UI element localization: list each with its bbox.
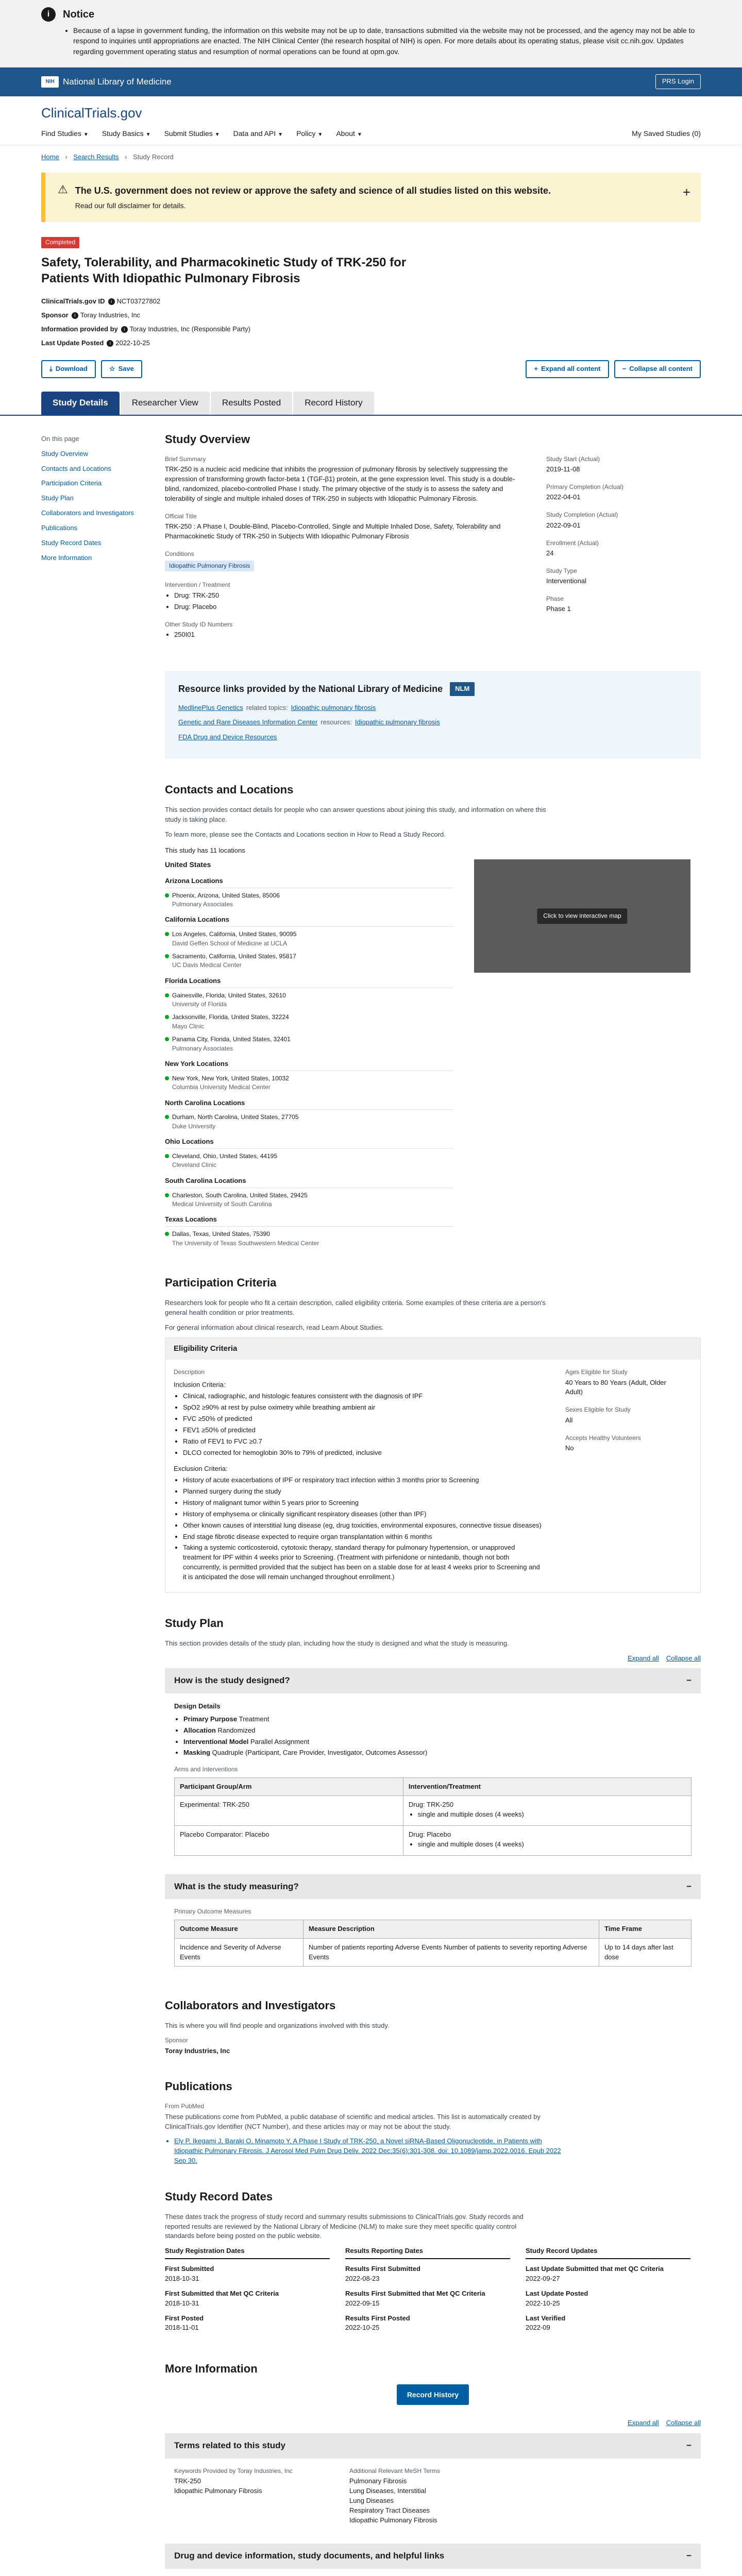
facility-name: Mayo Clinic [172, 1022, 205, 1030]
inclusion-item: • Clinical, radiographic, and histologic features consistent with the diagnosis of IPF [183, 1392, 545, 1401]
location-address [165, 1113, 453, 1122]
mesh-term: Lung Diseases [349, 2496, 394, 2504]
minus-icon: − [622, 365, 627, 373]
chevron-right-icon: › [125, 153, 127, 161]
chevron-down-icon: ▼ [278, 131, 283, 138]
keyword: TRK-250 [174, 2477, 201, 2485]
expand-all-link[interactable]: Expand all [628, 2419, 659, 2427]
nav-data-api[interactable]: Data and API ▼ [233, 129, 283, 138]
location-count: This study has 11 locations [165, 846, 245, 854]
design-accordion-header[interactable]: How is the study designed? − [165, 1668, 701, 1693]
nlm-resources-box: Resource links provided by the National Library of Medicine NLM MedlinePlus Genetics related topics: Idiopathic pulmonary fibrosis Genetic and Rare Diseases Information Center resources: Idiopathic pulmonary fibrosis FDA Drug and Device Resources [165, 671, 701, 759]
location-item [165, 1035, 453, 1053]
study-overview-section: Study Overview Brief Summary TRK-250 is a nucleic acid medicine that inhibits the progression of pulmonary fibrosis by selectively suppressing the expression of transforming growth factor-beta 1 (TGF-β1) protein, at the gene expression level. This study is a double-blind, randomized, placebo-controlled Phase I study. The primary objective of the study is to assess the safety and tolerability of single and multiple inhaled doses of TRK-250 in subjects with Idiopathic Pulmonary Fibrosis. Official Title TRK-250 : A Phase I, Double-Blind, Placebo-Controlled, Single and Multiple Inhaled Dose, Safety, Tolerability and Pharmacokinetic Study of TRK-250 in Subjects With Idiopathic Pulmonary Fibrosis Conditions Idiopathic Pulmonary Fibrosis Intervention / Treatment • Drug: TRK-250 • Drug: Placebo Other Study ID Numbers • 250I01 Study Start (Actual) 2019-11-08 Primary Completion (Actual) 2022-04-01 Study Completion (Actual) 2022-09-01 Enrollment (Actual) 24 Study Type Interventional Phase Phase 1 [165, 431, 701, 648]
overview-facts: Study Start (Actual) 2019-11-08 Primary Completion (Actual) 2022-04-01 Study Completion (Actual) 2022-09-01 Enrollment (Actual) 24 Study Type Interventional Phase Phase 1 [546, 455, 660, 648]
disclaimer-warning [41, 173, 701, 222]
location-address [165, 952, 453, 961]
status-dot-icon [165, 1154, 169, 1158]
site-title[interactable]: ClinicalTrials.gov [41, 105, 142, 121]
study-header [41, 236, 701, 378]
location-city: Charleston, South Carolina, United States, 29425 [172, 1191, 308, 1199]
facility-name: Columbia University Medical Center [172, 1083, 271, 1091]
location-city: Dallas, Texas, United States, 75390 [172, 1230, 270, 1238]
intervention-name: Drug: TRK-250 [408, 1801, 454, 1809]
chevron-down-icon: ▼ [145, 131, 151, 138]
location-item [165, 991, 453, 1009]
location-city: Gainesville, Florida, United States, 32610 [172, 991, 286, 999]
arms-table: Participant Group/Arm Intervention/Treatment Experimental: TRK-250 Drug: TRK-250 • single and multiple doses (4 weeks) Placebo Comparator: Placebo Drug: Placebo • single and multiple doses (4 weeks) [174, 1777, 692, 1856]
record-date: First Submitted 2018-10-31 [165, 2265, 214, 2282]
chevron-down-icon: ▼ [214, 131, 220, 138]
drug-info-accordion-header[interactable]: Drug and device information, study documents, and helpful links − [165, 2544, 701, 2569]
record-date: Last Update Submitted that met QC Criteria 2022-09-27 [526, 2265, 664, 2282]
mesh-term: Respiratory Tract Diseases [349, 2506, 430, 2514]
tab-researcher-view[interactable]: Researcher View [121, 392, 210, 415]
status-dot-icon [165, 993, 169, 997]
main-nav [41, 128, 701, 145]
more-info-section [165, 2361, 701, 2576]
official-title: TRK-250 : A Phase I, Double-Blind, Placebo-Controlled, Single and Multiple Inhaled Dose, Safety, Tolerability and Pharmacokinetic Study of TRK-250 in Subjects With Idiopathic Pulmonary Fibrosis [165, 522, 501, 540]
location-address [165, 1013, 453, 1022]
download-button[interactable]: ⤓ Download [41, 360, 96, 378]
eligibility-value: No [565, 1444, 574, 1452]
tab-results-posted[interactable]: Results Posted [211, 392, 292, 415]
info-icon: i [107, 340, 113, 347]
location-address [165, 891, 453, 900]
section-title: Publications [165, 2080, 232, 2093]
state-heading: California Locations [165, 915, 453, 927]
tab-record-history[interactable]: Record History [293, 392, 374, 415]
record-date: First Posted 2018-11-01 [165, 2314, 204, 2332]
resource-topic-link[interactable]: Idiopathic pulmonary fibrosis [355, 718, 440, 726]
record-dates-column [165, 2246, 330, 2338]
resource-topic-link[interactable]: Idiopathic pulmonary fibrosis [291, 703, 376, 711]
table-row [175, 1826, 692, 1856]
fact-value: Interventional [546, 577, 587, 585]
location-item [165, 1013, 453, 1031]
toc-study-plan[interactable]: Study Plan [41, 494, 74, 502]
record-date: Results First Submitted that Met QC Criteria 2022-09-15 [345, 2289, 485, 2307]
nlm-logo-icon: NIH [41, 76, 59, 88]
location-item [165, 1191, 453, 1209]
notice-banner [0, 0, 742, 67]
record-date: Last Verified 2022-09 [526, 2314, 566, 2332]
country-heading: United States [165, 860, 211, 869]
inclusion-item: • SpO2 ≥90% at rest by pulse oximetry while breathing ambient air [183, 1403, 545, 1413]
collapse-all-link[interactable]: Collapse all [666, 2419, 701, 2427]
status-dot-icon [165, 1076, 169, 1080]
info-icon: i [72, 312, 78, 319]
location-address [165, 930, 453, 939]
minus-icon: − [686, 2441, 692, 2451]
location-list [165, 859, 453, 1252]
intervention-detail: • single and multiple doses (4 weeks) [418, 1840, 686, 1850]
publication-link[interactable]: • Ely P, Ikegami J, Baraki O, Minamoto Y, A Phase I Study of TRK-250, a Novel siRNA-Based Oligonucleotide, in Patients with Idiopathic Pulmonary Fibrosis. J Aerosol Med Pulm Drug Deliv. 2022 Dec;35(6):301-308. doi: 10.1089/jamp.2022.0016. Epub 2022 Sep 30. [174, 2137, 566, 2166]
status-dot-icon [165, 893, 169, 897]
expand-all-link[interactable]: Expand all [628, 1654, 659, 1662]
inclusion-item: • FEV1 ≥50% of predicted [183, 1426, 545, 1435]
location-city: Los Angeles, California, United States, 90095 [172, 930, 297, 938]
location-item [165, 891, 453, 909]
sponsor-row: Sponsor i Toray Industries, Inc [41, 311, 141, 319]
outcome-description: Number of patients reporting Adverse Events Number of patients to severity reporting Adverse Events [303, 1938, 599, 1967]
participation-section: Participation Criteria Researchers look for people who fit a certain description, called eligibility criteria. Some examples of these criteria are a person's general health condition or prior treatments. For general information about clinical research, read Learn About Studies. Eligibility Criteria Description Inclusion Criteria: • Clinical, radiographic, and histologic features consistent with the diagnosis of IPF • SpO2 ≥90% at rest by pulse oximetry while breathing ambient air • FVC ≥50% of predicted • FEV1 ≥50% of predicted • Ratio of FEV1 to FVC ≥0.7 • DLCO corrected for hemoglobin 30% to 79% of predicted, inclusive Exclusion Criteria: • History of acute exacerbations of IPF or respiratory tract infection within 3 months prior to Screening • Planned surgery during the study • History of malignant tumor within 5 years prior to Screening • History of emphysema or clinically significant respiratory diseases (other than IPF) • Other known causes of interstitial lung disease (eg, drug toxicities, environmental exposures, connective tissue diseases) • End stage fibrotic disease expected to require organ transplantation within 6 months • Taking a systemic corticosteroid, cytotoxic therapy, standard therapy for pulmonary hypertension, or unapproved treatment for IPF within 4 weeks prior to Screening. (Treatment with pirfenidone or nintedanib, though not both concurrently, is permitted provided that the subject has been on a stable dose for at least 4 weeks prior to Screening and it is anticipated the dose will remain unchanged throughout enrollment.) Ages Eligible for Study 40 Years to 80 Years (Adult, Older Adult) Sexes Eligible for Study All Accepts Healthy Volunteers No [165, 1275, 701, 1592]
status-dot-icon [165, 932, 169, 936]
toc-contacts-locations[interactable]: Contacts and Locations [41, 464, 111, 472]
notice-item: • Because of a lapse in government funding, the information on this website may not be up to date, transactions submitted via the website may not be processed, and the agency may not be able to respond to inquiries until appropriations are enacted. The NIH Clinical Center (the research hospital of NIH) is open. For more details about its operating status, please visit cc.nih.gov. Updates regarding government operating status and resumption of normal operations can be found at opm.gov. [73, 25, 701, 57]
minus-icon: − [686, 2551, 692, 2561]
page-toc [41, 431, 144, 2576]
record-date: Results First Submitted 2022-08-23 [345, 2265, 420, 2282]
record-dates-heading: Results Reporting Dates [345, 2246, 510, 2259]
exclusion-item: • Taking a systemic corticosteroid, cytotoxic therapy, standard therapy for pulmonary hypertension, or unapproved treatment for IPF within 4 weeks prior to Screening. (Treatment with pirfenidone or nintedanib, though not both concurrently, is permitted provided that the subject has been on a stable dose for at least 4 weeks prior to Screening and it is anticipated the dose will remain unchanged throughout enrollment.) [183, 1543, 545, 1582]
exclusion-item: • History of acute exacerbations of IPF or respiratory tract infection within 3 months prior to Screening [183, 1476, 545, 1485]
record-history-button[interactable]: Record History [397, 2384, 469, 2405]
study-title: Safety, Tolerability, and Pharmacokinetic Study of TRK-250 for Patients With Idiopathic Pulmonary Fibrosis [41, 255, 407, 285]
inclusion-item: • DLCO corrected for hemoglobin 30% to 79% of predicted, inclusive [183, 1448, 545, 1458]
nav-policy[interactable]: Policy ▼ [296, 129, 323, 138]
expand-icon[interactable]: + [682, 184, 690, 200]
location-city: New York, New York, United States, 10032 [172, 1074, 289, 1082]
facility-name: The University of Texas Southwestern Medical Center [172, 1239, 319, 1247]
eligibility-panel: Eligibility Criteria Description Inclusion Criteria: • Clinical, radiographic, and histologic features consistent with the diagnosis of IPF • SpO2 ≥90% at rest by pulse oximetry while breathing ambient air • FVC ≥50% of predicted • FEV1 ≥50% of predicted • Ratio of FEV1 to FVC ≥0.7 • DLCO corrected for hemoglobin 30% to 79% of predicted, inclusive Exclusion Criteria: • History of acute exacerbations of IPF or respiratory tract infection within 3 months prior to Screening • Planned surgery during the study • History of malignant tumor within 5 years prior to Screening • History of emphysema or clinically significant respiratory diseases (other than IPF) • Other known causes of interstitial lung disease (eg, drug toxicities, environmental exposures, connective tissue diseases) • End stage fibrotic disease expected to require organ transplantation within 6 months • Taking a systemic corticosteroid, cytotoxic therapy, standard therapy for pulmonary hypertension, or unapproved treatment for IPF within 4 weeks prior to Screening. (Treatment with pirfenidone or nintedanib, though not both concurrently, is permitted provided that the subject has been on a stable dose for at least 4 weeks prior to Screening and it is anticipated the dose will remain unchanged throughout enrollment.) Ages Eligible for Study 40 Years to 80 Years (Adult, Older Adult) Sexes Eligible for Study All Accepts Healthy Volunteers No [165, 1337, 701, 1592]
notice-title: Notice [63, 9, 95, 20]
view-map-button[interactable]: Click to view interactive map [537, 909, 627, 924]
info-provided-row: Information provided by i Toray Industries, Inc (Responsible Party) [41, 325, 250, 333]
record-dates-heading: Study Record Updates [526, 2246, 690, 2259]
breadcrumb [41, 145, 701, 170]
design-accordion: How is the study designed? − Design Details • Primary Purpose Treatment • Allocation Randomized • Interventional Model Parallel Assignment • Masking Quadruple (Participant, Care Provider, Investigator, Outcomes Assessor) Arms and Interventions Participant Group/Arm Intervention/Treatment Experimental: TRK-250 Drug: TRK-250 • single and multiple doses (4 weeks) Placebo Comparator: Placebo Drug: Placebo • single and multiple doses (4 weeks) [165, 1668, 701, 1863]
study-plan-section: Study Plan This section provides details of the study plan, including how the study is designed and what the study is measuring. Expand all Collapse all How is the study designed? − Design Details • Primary Purpose Treatment • Allocation Randomized • Interventional Model Parallel Assignment • Masking Quadruple (Participant, Care Provider, Investigator, Outcomes Assessor) Arms and Interventions Participant Group/Arm Intervention/Treatment Experimental: TRK-250 Drug: TRK-250 • single and multiple doses (4 weeks) Placebo Comparator: Placebo Drug: Placebo • single and multiple doses (4 weeks) What is the study measuring? − Primary Outcome Measures Outcome Measure Measure Description Time Frame Incidence and Severity of Adverse Events Number of patients reporting Adverse Events Number of patients to severity reporting Adverse Events Up to 14 days after last dose [165, 1615, 701, 1975]
status-dot-icon [165, 1037, 169, 1041]
facility-name: UC Davis Medical Center [172, 961, 242, 969]
plus-icon: + [534, 365, 538, 373]
design-item: • Primary Purpose Treatment [183, 1715, 692, 1724]
nlm-logo[interactable]: NIH National Library of Medicine [41, 76, 172, 89]
location-city: Panama City, Florida, United States, 32401 [172, 1036, 291, 1043]
design-item: • Masking Quadruple (Participant, Care Provider, Investigator, Outcomes Assessor) [183, 1748, 692, 1758]
facility-name: Medical University of South Carolina [172, 1200, 272, 1208]
location-item [165, 930, 453, 948]
resource-link[interactable]: MedlinePlus Genetics [178, 703, 243, 711]
toc-participation-criteria[interactable]: Participation Criteria [41, 479, 102, 487]
resource-link[interactable]: FDA Drug and Device Resources [178, 733, 277, 741]
collaborators-section: Collaborators and Investigators This is where you will find people and organizations involved with this study. Sponsor Toray Industries, Inc [165, 1997, 701, 2056]
warning-body: Read our full disclaimer for details. [75, 201, 186, 210]
mesh-term: Idiopathic Pulmonary Fibrosis [349, 2516, 437, 2524]
record-date: Last Update Posted 2022-10-25 [526, 2289, 588, 2307]
section-title: Study Record Dates [165, 2190, 273, 2203]
arm-group: Placebo Comparator: Placebo [175, 1826, 403, 1856]
toc-heading: On this page [41, 434, 79, 443]
publications-section: Publications From PubMed These publications come from PubMed, a public database of scientific and medical articles. This list is automatically created by ClinicalTrials.gov Identifier (NCT Number), and these articles may or may not be about the study. • Ely P, Ikegami J, Baraki O, Minamoto Y, A Phase I Study of TRK-250, a Novel siRNA-Based Oligonucleotide, in Patients with Idiopathic Pulmonary Fibrosis. J Aerosol Med Pulm Drug Deliv. 2022 Dec;35(6):301-308. doi: 10.1089/jamp.2022.0016. Epub 2022 Sep 30. [165, 2078, 701, 2166]
location-city: Jacksonville, Florida, United States, 32224 [172, 1013, 289, 1021]
arm-intervention [403, 1826, 691, 1856]
facility-name: University of Florida [172, 1000, 227, 1008]
state-heading: South Carolina Locations [165, 1176, 453, 1188]
section-title: Contacts and Locations [165, 783, 294, 796]
section-title: More Information [165, 2362, 258, 2376]
fact-value: 2019-11-08 [546, 465, 580, 473]
location-address [165, 1191, 453, 1200]
info-icon: i [41, 7, 56, 22]
exclusion-item: • Planned surgery during the study [183, 1487, 545, 1497]
warning-title: The U.S. government does not review or approve the safety and science of all studies listed on this website. [75, 185, 551, 196]
section-title: Collaborators and Investigators [165, 1999, 336, 2012]
section-title: Study Plan [165, 1616, 224, 1630]
location-item [165, 1113, 453, 1131]
status-dot-icon [165, 1232, 169, 1236]
nlm-bar [0, 67, 742, 96]
location-address [165, 1230, 453, 1239]
intervention-item: • Drug: Placebo [174, 602, 526, 612]
inclusion-item: • FVC ≥50% of predicted [183, 1414, 545, 1424]
measuring-accordion-header[interactable]: What is the study measuring? − [165, 1874, 701, 1900]
table-row [175, 1938, 692, 1967]
outcome-measure: Incidence and Severity of Adverse Events [175, 1938, 303, 1967]
location-city: Sacramento, California, United States, 95817 [172, 952, 296, 960]
site-header [0, 96, 742, 145]
status-dot-icon [165, 1015, 169, 1019]
main-content [165, 431, 701, 2576]
toc-more-information[interactable]: More Information [41, 553, 92, 562]
exclusion-item: • Other known causes of interstitial lung disease (eg, drug toxicities, environmental exposures, connective tissue diseases) [183, 1521, 545, 1531]
fact-value: Phase 1 [546, 605, 571, 613]
last-update-row: Last Update Posted i 2022-10-25 [41, 338, 150, 347]
study-tabs [0, 392, 742, 416]
location-item [165, 1152, 453, 1170]
breadcrumb-current: Study Record [133, 153, 174, 161]
facility-name: David Geffen School of Medicine at UCLA [172, 939, 288, 947]
record-dates-section: Study Record Dates These dates track the progress of study record and summary results submissions to ClinicalTrials.gov. Study records and reported results are reviewed by the National Library of Medicine (NLM) to make sure they meet specific quality control standards before being posted on the public website. Study Registration Dates First Submitted 2018-10-31 First Submitted that Met QC Criteria 2018-10-31 First Posted 2018-11-01 Results Reporting Dates Results First Submitted 2022-08-23 Results First Submitted that Met QC Criteria 2022-09-15 Results First Posted 2022-10-25 Study Record Updates Last Update Submitted that met QC Criteria 2022-09-27 Last Update Posted 2022-10-25 Last Verified 2022-09 [165, 2189, 701, 2338]
toc-publications[interactable]: Publications [41, 524, 78, 532]
location-item [165, 952, 453, 970]
info-icon: i [108, 298, 115, 305]
resource-link[interactable]: Genetic and Rare Diseases Information Center [178, 718, 318, 726]
sponsor-name: Toray Industries, Inc [165, 2046, 230, 2055]
chevron-down-icon: ▼ [357, 131, 362, 138]
toc-collaborators[interactable]: Collaborators and Investigators [41, 509, 134, 517]
drug-info-accordion [165, 2544, 701, 2576]
collapse-all-button[interactable]: − Collapse all content [614, 360, 701, 378]
condition-chip[interactable]: Idiopathic Pulmonary Fibrosis [165, 561, 254, 571]
mesh-term: Lung Diseases, Interstitial [349, 2487, 426, 2495]
location-map[interactable] [474, 859, 690, 973]
record-dates-column [345, 2246, 510, 2338]
arm-group: Experimental: TRK-250 [175, 1796, 403, 1826]
tab-study-details[interactable]: Study Details [41, 392, 120, 415]
terms-accordion: Terms related to this study − Keywords Provided by Toray Industries, Inc TRK-250 Idiopathic Pulmonary Fibrosis Additional Relevant MeSH Terms Pulmonary Fibrosis Lung Diseases, Interstitial Lung Diseases Respiratory Tract Diseases Idiopathic Pulmonary Fibrosis [165, 2433, 701, 2533]
state-heading: Ohio Locations [165, 1137, 453, 1149]
download-icon: ⤓ [49, 365, 53, 373]
resources-title: Resource links provided by the National Library of Medicine [178, 684, 443, 694]
record-dates-column [526, 2246, 690, 2338]
intervention-item: • Drug: TRK-250 [174, 591, 526, 601]
section-title: Participation Criteria [165, 1276, 277, 1290]
chevron-down-icon: ▼ [317, 131, 323, 138]
state-heading: Florida Locations [165, 976, 453, 988]
location-address [165, 1035, 453, 1044]
location-city: Durham, North Carolina, United States, 27705 [172, 1113, 299, 1121]
contacts-section: Contacts and Locations This section provides contact details for people who can answer questions about joining this study, and information on where this study is taking place. To learn more, please see the Contacts and Locations section in How to Read a Study Record. This study has 11 locations United States Arizona Locations Phoenix, Arizona, United States, 85006 Pulmonary Associates California Locations Los Angeles, California, United States, 90095 David Geffen School of Medicine at UCLA Sacramento, California, United States, 95817 UC Davis Medical Center Florida Locations Gainesville, Florida, United States, 32610 University of Florida Jacksonville, Florida, United States, 32224 Mayo Clinic Panama City, Florida, United States, 32401 Pulmonary Associates New York Locations New York, New York, United States, 10032 Columbia University Medical Center North Carolina Locations Durham, North Carolina, United States, 27705 Duke University Ohio Locations Cleveland, Ohio, United States, 44195 Cleveland Clinic South Carolina Locations Charleston, South Carolina, United States, 29425 Medical University of South Carolina Texas Locations Dallas, Texas, United States, 75390 The University of Texas Southwestern Medical Center Click to view interactive map [165, 782, 701, 1252]
study-id-row: ClinicalTrials.gov ID i NCT03727802 [41, 297, 161, 306]
location-address [165, 991, 453, 1000]
keyword: Idiopathic Pulmonary Fibrosis [174, 2487, 262, 2495]
nav-submit-studies[interactable]: Submit Studies ▼ [164, 129, 220, 138]
prs-login-button[interactable]: PRS Login [655, 74, 701, 89]
arm-intervention [403, 1796, 691, 1826]
status-dot-icon [165, 954, 169, 958]
exclusion-item: • End stage fibrotic disease expected to require organ transplantation within 6 months [183, 1532, 545, 1542]
inclusion-item: • Ratio of FEV1 to FVC ≥0.7 [183, 1437, 545, 1447]
brief-summary: TRK-250 is a nucleic acid medicine that inhibits the progression of pulmonary fibrosis by selectively suppressing the expression of transforming growth factor-beta 1 (TGF-β1) protein, at the gene expression level. This study is a double-blind, randomized, placebo-controlled Phase I study. The primary objective of the study is to assess the safety and tolerability of single and multiple inhaled doses of TRK-250 in subjects with Idiopathic Pulmonary Fibrosis. [165, 465, 515, 502]
saved-studies-link[interactable]: My Saved Studies (0) [632, 129, 701, 138]
toc-study-overview[interactable]: Study Overview [41, 449, 89, 457]
toc-record-dates[interactable]: Study Record Dates [41, 538, 102, 547]
terms-accordion-header[interactable]: Terms related to this study − [165, 2433, 701, 2459]
eligibility-value: All [565, 1416, 573, 1424]
chevron-down-icon: ▼ [83, 131, 89, 138]
save-button[interactable]: ☆ Save [101, 360, 142, 378]
location-address [165, 1074, 453, 1083]
outcome-timeframe: Up to 14 days after last dose [599, 1938, 692, 1967]
design-item: • Allocation Randomized [183, 1726, 692, 1736]
nav-about[interactable]: About ▼ [336, 129, 362, 138]
fact-value: 2022-04-01 [546, 493, 581, 501]
record-dates-heading: Study Registration Dates [165, 2246, 330, 2259]
fact-value: 24 [546, 549, 554, 557]
state-heading: North Carolina Locations [165, 1098, 453, 1110]
nav-study-basics[interactable]: Study Basics ▼ [102, 129, 151, 138]
fact-value: 2022-09-01 [546, 521, 581, 529]
intervention-name: Drug: Placebo [408, 1831, 451, 1839]
status-dot-icon [165, 1193, 169, 1197]
location-item [165, 1074, 453, 1092]
bookmark-icon: ☆ [109, 365, 115, 373]
table-row [175, 1796, 692, 1826]
intervention-detail: • single and multiple doses (4 weeks) [418, 1810, 686, 1820]
location-address [165, 1152, 453, 1161]
state-heading: Arizona Locations [165, 876, 453, 888]
info-icon: i [121, 326, 128, 333]
state-heading: New York Locations [165, 1059, 453, 1071]
minus-icon: − [686, 1675, 692, 1686]
inclusion-label: Inclusion Criteria: [174, 1380, 226, 1388]
outcome-table: Outcome Measure Measure Description Time Frame Incidence and Severity of Adverse Events Number of patients reporting Adverse Events Number of patients to severity reporting Adverse Events Up to 14 days after last dose [174, 1920, 692, 1967]
location-item [165, 1230, 453, 1248]
section-title: Study Overview [165, 432, 250, 446]
facility-name: Duke University [172, 1122, 216, 1130]
status-badge: Completed [41, 237, 79, 248]
facility-name: Pulmonary Associates [172, 1044, 233, 1052]
exclusion-label: Exclusion Criteria: [174, 1464, 228, 1472]
other-id: • 250I01 [174, 630, 526, 640]
chevron-right-icon: › [65, 153, 68, 161]
warning-icon: ⚠ [58, 182, 68, 196]
record-date: First Submitted that Met QC Criteria 2018-10-31 [165, 2289, 279, 2307]
design-item: • Interventional Model Parallel Assignment [183, 1737, 692, 1747]
facility-name: Pulmonary Associates [172, 900, 233, 908]
expand-all-button[interactable]: + Expand all content [526, 360, 609, 378]
facility-name: Cleveland Clinic [172, 1161, 217, 1169]
eligibility-value: 40 Years to 80 Years (Adult, Older Adult) [565, 1378, 666, 1396]
mesh-term: Pulmonary Fibrosis [349, 2477, 407, 2485]
exclusion-item: • History of emphysema or clinically significant respiratory diseases (other than IPF) [183, 1510, 545, 1519]
exclusion-item: • History of malignant tumor within 5 years prior to Screening [183, 1498, 545, 1508]
status-dot-icon [165, 1115, 169, 1119]
study-actions [41, 360, 701, 378]
location-city: Phoenix, Arizona, United States, 85006 [172, 891, 280, 899]
record-date: Results First Posted 2022-10-25 [345, 2314, 410, 2332]
location-city: Cleveland, Ohio, United States, 44195 [172, 1153, 278, 1160]
nav-find-studies[interactable]: Find Studies ▼ [41, 129, 89, 138]
minus-icon: − [686, 1881, 692, 1891]
state-heading: Texas Locations [165, 1215, 453, 1227]
breadcrumb-search-results[interactable]: Search Results [73, 153, 119, 161]
measuring-accordion: What is the study measuring? − Primary Outcome Measures Outcome Measure Measure Description Time Frame Incidence and Severity of Adverse Events Number of patients reporting Adverse Events Number of patients to severity reporting Adverse Events Up to 14 days after last dose [165, 1874, 701, 1975]
collapse-all-link[interactable]: Collapse all [666, 1654, 701, 1662]
nlm-badge: NLM [450, 682, 475, 696]
breadcrumb-home[interactable]: Home [41, 153, 59, 161]
